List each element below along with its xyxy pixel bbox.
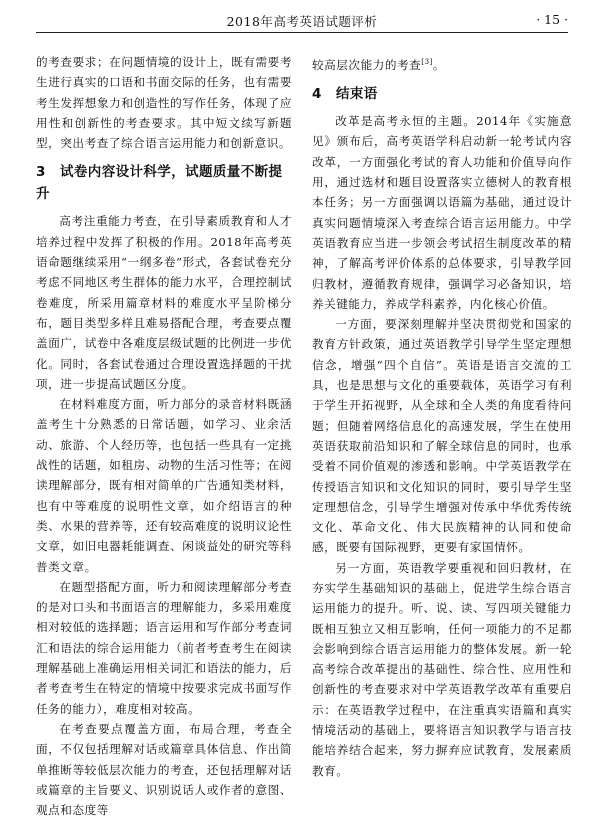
paragraph-end: 。 <box>432 57 446 72</box>
paragraph-text: 较高层次能力的考查 <box>312 57 422 72</box>
paragraph <box>312 52 572 75</box>
journal-title: 2018年高考英语试题评析 <box>226 14 378 29</box>
section-title: 结束语 <box>336 86 378 103</box>
paragraph: 在题型搭配方面，听力和阅读理解部分考查的是对口头和书面语言的理解能力，多采用难度相对较低的选择题；语言运用和写作部分考查词汇和语法的综合运用能力（前者考查考生在阅读理解基础上准确运用相关词汇和语法的能力，后者考查考生在特定的情境中按要求完成书面写作任务的能力），难度相对较高。 <box>36 579 292 716</box>
paragraph: 一方面，要深刻理解并坚决贯彻党和国家的教育方针政策，通过英语教学引导学生坚定理想信念，增强“四个自信”。英语是语言交流的工具，也是思想与文化的重要载体，英语学习有利于学生开拓视野，从全球和全人类的角度看待问题；但随着网络信息化的高速发展，学生在使用英语获取前沿知识和了解全球信息的同时，也承受着不同价值观的渗透和影响。中学英语教学在传授语言知识和文化知识的同时，要引导学生坚定理想信念，引导学生增强对传承中华优秀传统文化、革命文化、伟大民族精神的认同和使命感，既要有国际视野，更要有家国情怀。 <box>312 317 572 555</box>
running-header <box>36 8 568 33</box>
paragraph: 在材料难度方面，听力部分的录音材料既涵盖考生十分熟悉的日常话题，如学习、业余活动、旅游、个人经历等，也包括一些具有一定挑战性的话题，如租房、动物的生活习性等；在阅读理解部分，既有相对简单的广告通知类材料，也有中等难度的说明性文章，如介绍语言的种类、水果的营养等，还有较高难度的说明议论性文章，如旧电器耗能调查、闲谈益处的研究等科普类文章。 <box>36 397 292 574</box>
paragraph: 的考查要求；在问题情境的设计上，既有需要考生进行真实的口语和书面交际的任务，也有需要考生发挥想象力和创造性的写作任务，体现了应用性和创新性的考查要求。其中短文续写新题型，突出考查了综合语言运用能力和创新意识。 <box>36 55 292 151</box>
right-column <box>312 52 572 781</box>
left-column <box>36 52 292 820</box>
section-title: 试卷内容设计科学，试题质量不断提升 <box>36 164 283 203</box>
paragraph: 高考注重能力考查，在引导素质教育和人才培养过程中发挥了积极的作用。2018年高考英语命题继续采用“一纲多卷”形式，各套试卷充分考虑不同地区考生群体的能力水平，合理控制试卷难度，所采用篇章材料的难度水平呈阶梯分布，题目类型多样且难易搭配合理，考查要点覆盖面广，试卷中各难度层级试题的比例进一步优化。同时，各套试卷通过合理设置选择题的干扰项，进一步提高试题区分度。 <box>36 214 292 391</box>
section-number: 3 <box>36 164 46 181</box>
section-number: 4 <box>312 86 322 103</box>
citation-ref[interactable]: [3] <box>421 58 433 66</box>
paragraph: 另一方面，英语教学要重视和回归教材，在夯实学生基础知识的基础上，促进学生综合语言运用能力的提升。听、说、读、写四项关键能力既相互独立又相互影响，任何一项能力的不足都会影响到综合语言运用能力的整体发展。新一轮高考综合改革提出的基础性、综合性、应用性和创新性的考查要求对中学英语教学改革有重要启示：在英语教学过程中，在注重真实语篇和真实情境活动的基础上，要将语言知识教学与语言技能培养结合起来，努力摒弃应试教育，发展素质教育。 <box>312 560 572 778</box>
page-number: · 15 · <box>536 12 568 27</box>
paragraph: 在考查要点覆盖方面，布局合理，考查全面，不仅包括理解对话或篇章具体信息、作出简单推断等较低层次能力的考查，还包括理解对话或篇章的主旨要义、识别说话人或作者的意图、观点和态度等 <box>36 721 292 818</box>
section-heading-3 <box>36 161 292 205</box>
paragraph: 改革是高考永恒的主题。2014年《实施意见》颁布后，高考英语学科启动新一轮考试内容改革，一方面强化考试的育人功能和价值导向作用，通过选材和题目设置落实立德树人的教育根本任务；另一方面强调以语篇为基础，通过设计真实问题情境深入考查综合语言运用能力。中学英语教育应当进一步领会考试招生制度改革的精神，了解高考评价体系的总体要求，引导教学回归教材，遵循教育规律，强调学习必备知识，培养关键能力，养成学科素养，内化核心价值。 <box>312 114 572 311</box>
section-heading-4 <box>312 83 572 105</box>
